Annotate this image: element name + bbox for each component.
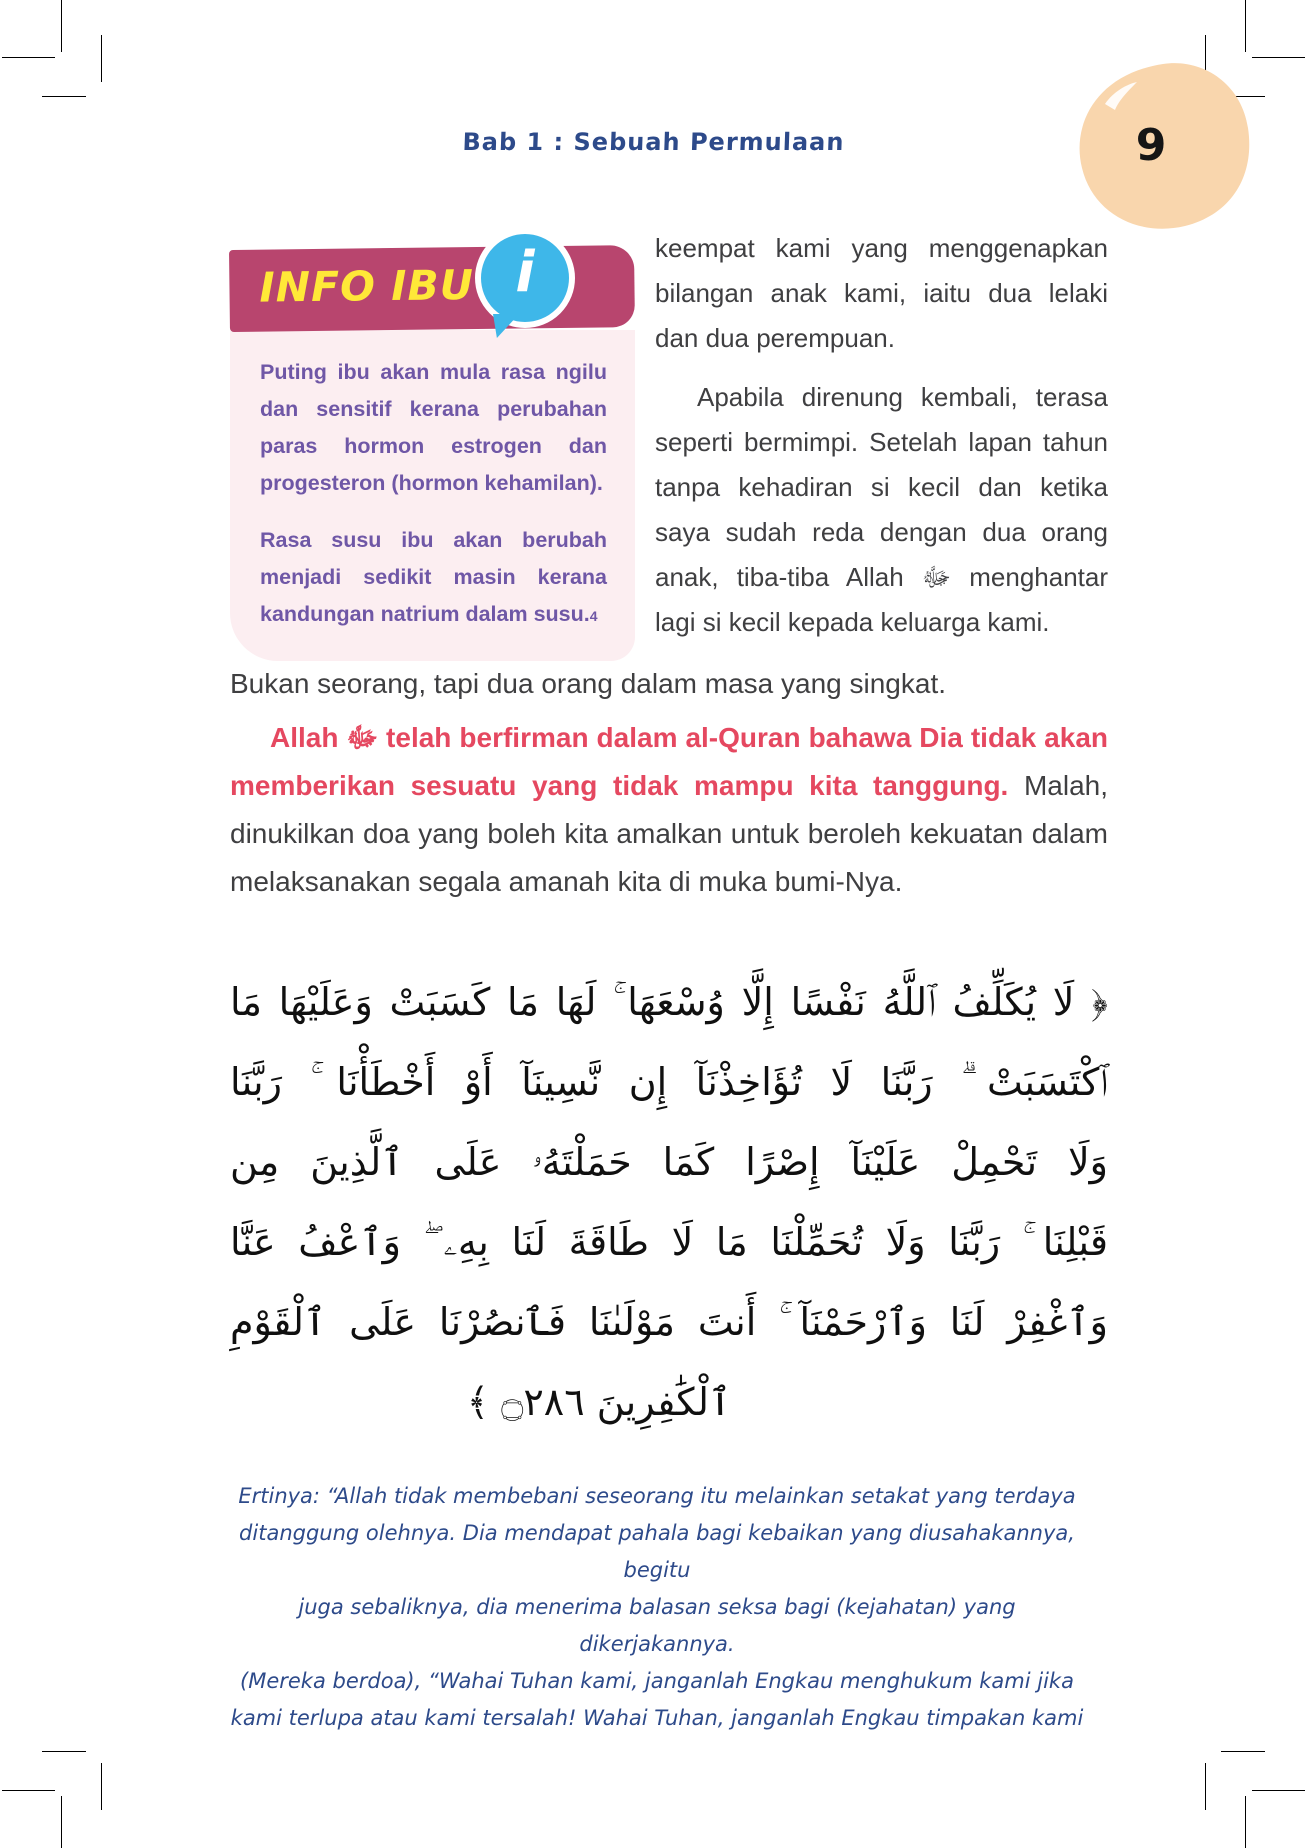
crop-mark: [1252, 57, 1305, 58]
info-ibu-box: [230, 240, 635, 661]
translation-line: kami terlupa atau kami tersalah! Wahai Tuhan, janganlah Engkau timpakan kami: [230, 1706, 1084, 1730]
footnote-marker: 4: [589, 608, 598, 624]
crop-mark: [1245, 0, 1246, 52]
quran-line-last: ٱلْكَٰفِرِينَ ۝٢٨٦ ﴾: [466, 1380, 732, 1424]
crop-mark: [1252, 1790, 1305, 1791]
quran-line: وَٱغْفِرْ لَنَا وَٱرْحَمْنَآ ۚ أَنتَ مَوْلَىٰنَا فَٱنصُرْنَا عَلَى ٱلْقَوْمِ: [230, 1300, 1108, 1344]
info-letter: i: [515, 240, 535, 305]
crop-mark: [1245, 1796, 1246, 1848]
info-ibu-header: [229, 245, 635, 332]
translation-line: Ertinya: “Allah tidak membebani seseorang itu melainkan setakat yang terdaya: [238, 1484, 1076, 1508]
crop-mark: [101, 35, 102, 82]
translation-line: ditanggung olehnya. Dia mendapat pahala bagi kebaikan yang diusahakannya, begitu: [239, 1521, 1075, 1582]
body-paragraph-2: Apabila direnung kembali, terasa seperti bermimpi. Setelah lapan tahun tanpa kehadiran si kecil dan ketika saya sudah reda dengan dua orang anak, tiba-tiba Allah ﷻ menghantar lagi si kecil kepada keluarga kami.: [655, 382, 1108, 637]
verse-translation: [222, 1478, 1092, 1737]
quran-line: وَلَا تَحْمِلْ عَلَيْنَآ إِصْرًا كَمَا حَمَلْتَهُۥ عَلَى ٱلَّذِينَ مِن: [230, 1140, 1108, 1184]
info-paragraph-2: [260, 522, 607, 635]
info-paragraph-1: Puting ibu akan mula rasa ngilu dan sensitif kerana perubahan paras hormon estrogen dan progesteron (hormon kehamilan).: [260, 360, 607, 495]
quran-line: قَبْلِنَا ۚ رَبَّنَا وَلَا تُحَمِّلْنَا مَا لَا طَاقَةَ لَنَا بِهِۦ ۖ وَٱعْفُ عَنَّا: [230, 1220, 1108, 1264]
body-paragraph-1: keempat kami yang menggenapkan bilangan anak kami, iaitu dua lelaki dan dua perempuan.: [655, 233, 1108, 353]
translation-line: (Mereka berdoa), “Wahai Tuhan kami, janganlah Engkau menghukum kami jika: [240, 1669, 1074, 1693]
info-ibu-title: INFO IBU: [259, 261, 475, 312]
quran-line: ٱكْتَسَبَتْ ۗ رَبَّنَا لَا تُؤَاخِذْنَآ إِن نَّسِينَآ أَوْ أَخْطَأْنَا ۚ رَبَّنَا: [230, 1060, 1108, 1104]
crop-mark: [2, 57, 55, 58]
translation-line: juga sebaliknya, dia menerima balasan seksa bagi (kejahatan) yang dikerjakannya.: [298, 1595, 1016, 1656]
quran-verse-block: [230, 962, 1108, 1442]
crop-mark: [1205, 1763, 1206, 1810]
emphasis-paragraph: [230, 714, 1108, 906]
page-number-blob: [1075, 58, 1255, 236]
emphasis-continuation: Malah, dinukilkan doa yang boleh kita amalkan untuk beroleh kekuatan dalam melaksanakan segala amanah kita di muka bumi-Nya.: [230, 770, 1109, 897]
chapter-header: Bab 1 : Sebuah Permulaan: [462, 128, 845, 156]
info-ibu-body: [230, 330, 635, 661]
crop-mark: [1221, 1751, 1265, 1752]
page-number: 9: [1135, 120, 1167, 171]
crop-mark: [101, 1763, 102, 1810]
crop-mark: [2, 1790, 55, 1791]
body-text-column: [655, 226, 1108, 645]
crop-mark: [61, 0, 62, 52]
info-paragraph-2-text: Rasa susu ibu akan berubah menjadi sedikit masin kerana kandungan natrium dalam susu.: [260, 528, 607, 626]
emphasis-red-text: Allah ﷻ telah berfirman dalam al-Quran bahawa Dia tidak akan memberikan sesuatu yang tidak mampu kita tanggung.: [230, 722, 1109, 801]
bridge-line: Bukan seorang, tapi dua orang dalam masa yang singkat.: [230, 668, 947, 699]
quran-line: ﴿ لَا يُكَلِّفُ ٱللَّهُ نَفْسًا إِلَّا وُسْعَهَا ۚ لَهَا مَا كَسَبَتْ وَعَلَيْهَا مَا: [230, 980, 1108, 1024]
crop-mark: [42, 1751, 86, 1752]
crop-mark: [61, 1796, 62, 1848]
info-icon: [475, 228, 575, 328]
crop-mark: [42, 96, 86, 97]
